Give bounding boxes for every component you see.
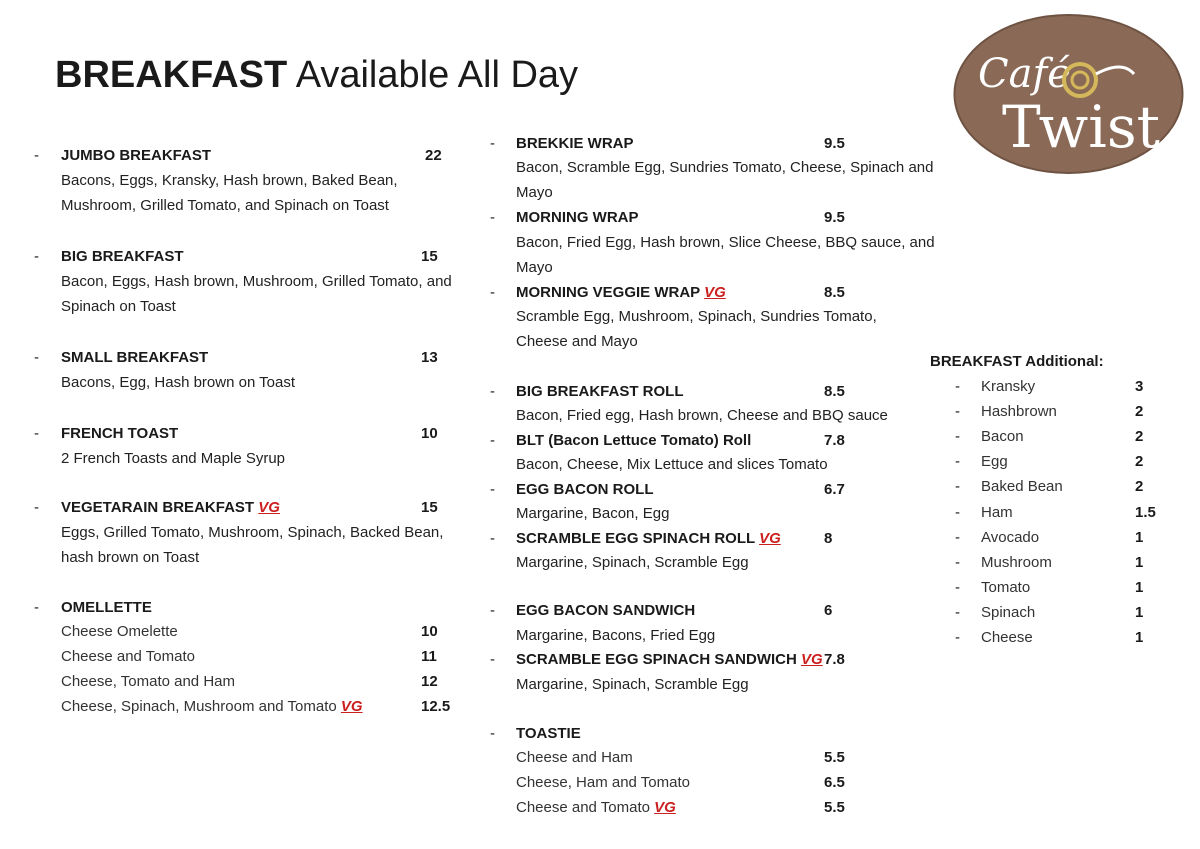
additional-heading: BREAKFAST Additional: xyxy=(930,353,1104,370)
bullet-dash: - xyxy=(490,530,495,547)
item-price: 12.5 xyxy=(421,698,451,715)
option-label: Cheese and Tomato xyxy=(516,799,655,816)
item-name: VEGETARAIN BREAKFAST xyxy=(61,499,259,516)
item-price: 7.8 xyxy=(824,651,845,668)
item-price: 6.5 xyxy=(824,774,845,791)
item-description xyxy=(516,403,888,428)
desc-line: Bacons, Eggs, Kransky, Hash brown, Baked Bean, xyxy=(61,172,398,189)
item-name: MORNING VEGGIE WRAP xyxy=(516,284,705,301)
item-scramble-egg-spinach-roll xyxy=(516,530,781,547)
item-price: 15 xyxy=(421,499,438,516)
bullet-dash: - xyxy=(955,378,960,395)
additional-price: 1 xyxy=(1135,603,1144,621)
item-price: 5.5 xyxy=(824,799,845,816)
additional-item: Hashbrown xyxy=(981,403,1057,421)
item-french-toast: FRENCH TOAST xyxy=(61,425,179,442)
bullet-dash: - xyxy=(955,403,960,421)
desc-line: Bacon, Fried Egg, Hash brown, Slice Cheese, BBQ sauce, and xyxy=(516,234,935,251)
item-price: 8.5 xyxy=(824,284,845,301)
item-omellette: OMELLETTE xyxy=(61,599,152,616)
item-price: 9.5 xyxy=(824,209,845,226)
item-price: 8.5 xyxy=(824,383,845,400)
item-description xyxy=(516,304,877,354)
item-brekkie-wrap: BREKKIE WRAP xyxy=(516,135,634,152)
item-price: 13 xyxy=(421,349,438,366)
desc-line: Bacon, Eggs, Hash brown, Mushroom, Grilled Tomato, and xyxy=(61,273,452,290)
bullet-dash: - xyxy=(490,651,495,668)
additional-price: 2 xyxy=(1135,478,1144,496)
additional-item: Bacon xyxy=(981,428,1024,446)
additional-item: Spinach xyxy=(981,603,1036,621)
item-price: 12 xyxy=(421,673,438,690)
bullet-dash: - xyxy=(490,383,495,400)
vg-tag: VG xyxy=(759,530,781,547)
bullet-dash: - xyxy=(490,602,495,619)
additional-item: Baked Bean xyxy=(981,478,1063,496)
item-description xyxy=(516,623,715,648)
additional-price: 1 xyxy=(1135,578,1144,596)
item-description xyxy=(516,452,828,477)
item-description xyxy=(516,672,749,697)
cafe-twist-logo xyxy=(952,12,1185,176)
bullet-dash: - xyxy=(955,478,960,496)
page-title xyxy=(55,52,578,98)
item-morning-veggie-wrap xyxy=(516,284,726,301)
item-blt-roll: BLT (Bacon Lettuce Tomato) Roll xyxy=(516,432,752,449)
item-price: 10 xyxy=(421,623,438,640)
item-price: 8 xyxy=(824,530,833,547)
desc-line: Eggs, Grilled Tomato, Mushroom, Spinach, Backed Bean, xyxy=(61,524,444,541)
item-price: 11 xyxy=(421,648,437,665)
bullet-dash: - xyxy=(490,725,495,742)
omelette-option: Cheese Omelette xyxy=(61,623,178,640)
vg-tag: VG xyxy=(258,499,280,516)
item-price: 6 xyxy=(824,602,833,619)
bullet-dash: - xyxy=(955,553,960,571)
bullet-dash: - xyxy=(955,629,960,646)
additional-item: Ham xyxy=(981,503,1013,521)
item-description xyxy=(61,370,295,395)
additional-price: 2 xyxy=(1135,428,1144,446)
item-price: 9.5 xyxy=(824,135,845,152)
item-egg-bacon-sandwich: EGG BACON SANDWICH xyxy=(516,602,696,619)
bullet-dash: - xyxy=(34,349,39,366)
additional-price: 1 xyxy=(1135,528,1144,546)
logo-twist-text: Twist xyxy=(1002,93,1160,161)
item-morning-wrap: MORNING WRAP xyxy=(516,209,639,226)
toastie-option xyxy=(516,799,676,816)
additional-price: 2 xyxy=(1135,453,1144,471)
bullet-dash: - xyxy=(955,578,960,596)
bullet-dash: - xyxy=(490,432,495,449)
desc-line: 2 French Toasts and Maple Syrup xyxy=(61,450,286,467)
item-toastie: TOASTIE xyxy=(516,725,581,742)
desc-line: Mushroom, Grilled Tomato, and Spinach on Toast xyxy=(61,197,389,214)
bullet-dash: - xyxy=(955,603,960,621)
bullet-dash: - xyxy=(955,453,960,471)
logo-cafe-text: Café xyxy=(978,51,1071,97)
desc-line: Mayo xyxy=(516,259,553,276)
additional-price: 3 xyxy=(1135,378,1144,395)
item-big-breakfast: BIG BREAKFAST xyxy=(61,248,184,265)
omelette-option: Cheese, Tomato and Ham xyxy=(61,673,235,690)
item-price: 6.7 xyxy=(824,481,845,498)
item-egg-bacon-roll: EGG BACON ROLL xyxy=(516,481,654,498)
item-price: 22 xyxy=(425,147,442,164)
bullet-dash: - xyxy=(34,425,39,442)
vg-tag: VG xyxy=(704,284,726,301)
bullet-dash: - xyxy=(955,428,960,446)
item-description xyxy=(61,520,443,570)
desc-line: Bacons, Egg, Hash brown on Toast xyxy=(61,374,296,391)
additional-item: Mushroom xyxy=(981,553,1052,571)
desc-line: Margarine, Bacons, Fried Egg xyxy=(516,627,716,644)
bullet-dash: - xyxy=(955,503,960,521)
item-small-breakfast: SMALL BREAKFAST xyxy=(61,349,209,366)
desc-line: Margarine, Bacon, Egg xyxy=(516,505,670,522)
title-rest: Available All Day xyxy=(287,54,579,96)
desc-line: Bacon, Fried egg, Hash brown, Cheese and BBQ sauce xyxy=(516,407,888,424)
additional-price: 1 xyxy=(1135,553,1144,571)
item-price: 7.8 xyxy=(824,432,845,449)
additional-item: Tomato xyxy=(981,578,1031,596)
omelette-option xyxy=(61,698,363,715)
vg-tag: VG xyxy=(340,698,363,715)
desc-line: Bacon, Scramble Egg, Sundries Tomato, Cheese, Spinach and xyxy=(516,159,934,176)
desc-line: hash brown on Toast xyxy=(61,549,200,566)
vg-tag: VG xyxy=(654,799,676,816)
item-description xyxy=(61,446,285,471)
additional-price: 2 xyxy=(1135,403,1144,421)
item-big-breakfast-roll: BIG BREAKFAST ROLL xyxy=(516,383,684,400)
item-scramble-egg-spinach-sandwich xyxy=(516,651,823,668)
bullet-dash: - xyxy=(490,135,495,152)
additional-item: Avocado xyxy=(981,528,1040,546)
item-description xyxy=(61,269,452,319)
bullet-dash: - xyxy=(34,147,39,164)
item-description xyxy=(61,168,398,218)
option-label: Cheese, Spinach, Mushroom and Tomato xyxy=(61,698,341,715)
item-description xyxy=(516,501,669,526)
additional-price: 1 xyxy=(1135,629,1144,646)
item-description xyxy=(516,230,935,280)
desc-line: Spinach on Toast xyxy=(61,298,176,315)
item-name: SCRAMBLE EGG SPINACH ROLL xyxy=(516,530,760,547)
desc-line: Margarine, Spinach, Scramble Egg xyxy=(516,676,749,693)
item-price: 15 xyxy=(421,248,438,265)
toastie-option: Cheese, Ham and Tomato xyxy=(516,774,690,791)
desc-line: Bacon, Cheese, Mix Lettuce and slices Tomato xyxy=(516,456,828,473)
bullet-dash: - xyxy=(34,248,39,265)
additional-item: Cheese xyxy=(981,629,1033,646)
desc-line: Scramble Egg, Mushroom, Spinach, Sundries Tomato, xyxy=(516,308,877,325)
additional-item: Egg xyxy=(981,453,1008,471)
bullet-dash: - xyxy=(34,499,39,516)
item-vegetarian-breakfast xyxy=(61,499,280,516)
title-bold: BREAKFAST xyxy=(55,54,288,96)
vg-tag: VG xyxy=(801,651,823,668)
item-price: 5.5 xyxy=(824,749,845,766)
item-description xyxy=(516,550,749,575)
item-jumbo-breakfast: JUMBO BREAKFAST xyxy=(61,147,212,164)
bullet-dash: - xyxy=(955,528,960,546)
desc-line: Cheese and Mayo xyxy=(516,333,638,350)
desc-line: Mayo xyxy=(516,184,553,201)
bullet-dash: - xyxy=(34,599,39,616)
omelette-option: Cheese and Tomato xyxy=(61,648,195,665)
desc-line: Margarine, Spinach, Scramble Egg xyxy=(516,554,749,571)
item-price: 10 xyxy=(421,425,438,442)
bullet-dash: - xyxy=(490,209,495,226)
toastie-option: Cheese and Ham xyxy=(516,749,633,766)
additional-item: Kransky xyxy=(981,378,1036,395)
additional-price: 1.5 xyxy=(1135,503,1156,521)
bullet-dash: - xyxy=(490,481,495,498)
item-name: SCRAMBLE EGG SPINACH SANDWICH xyxy=(516,651,802,668)
bullet-dash: - xyxy=(490,284,495,301)
item-description xyxy=(516,155,933,205)
